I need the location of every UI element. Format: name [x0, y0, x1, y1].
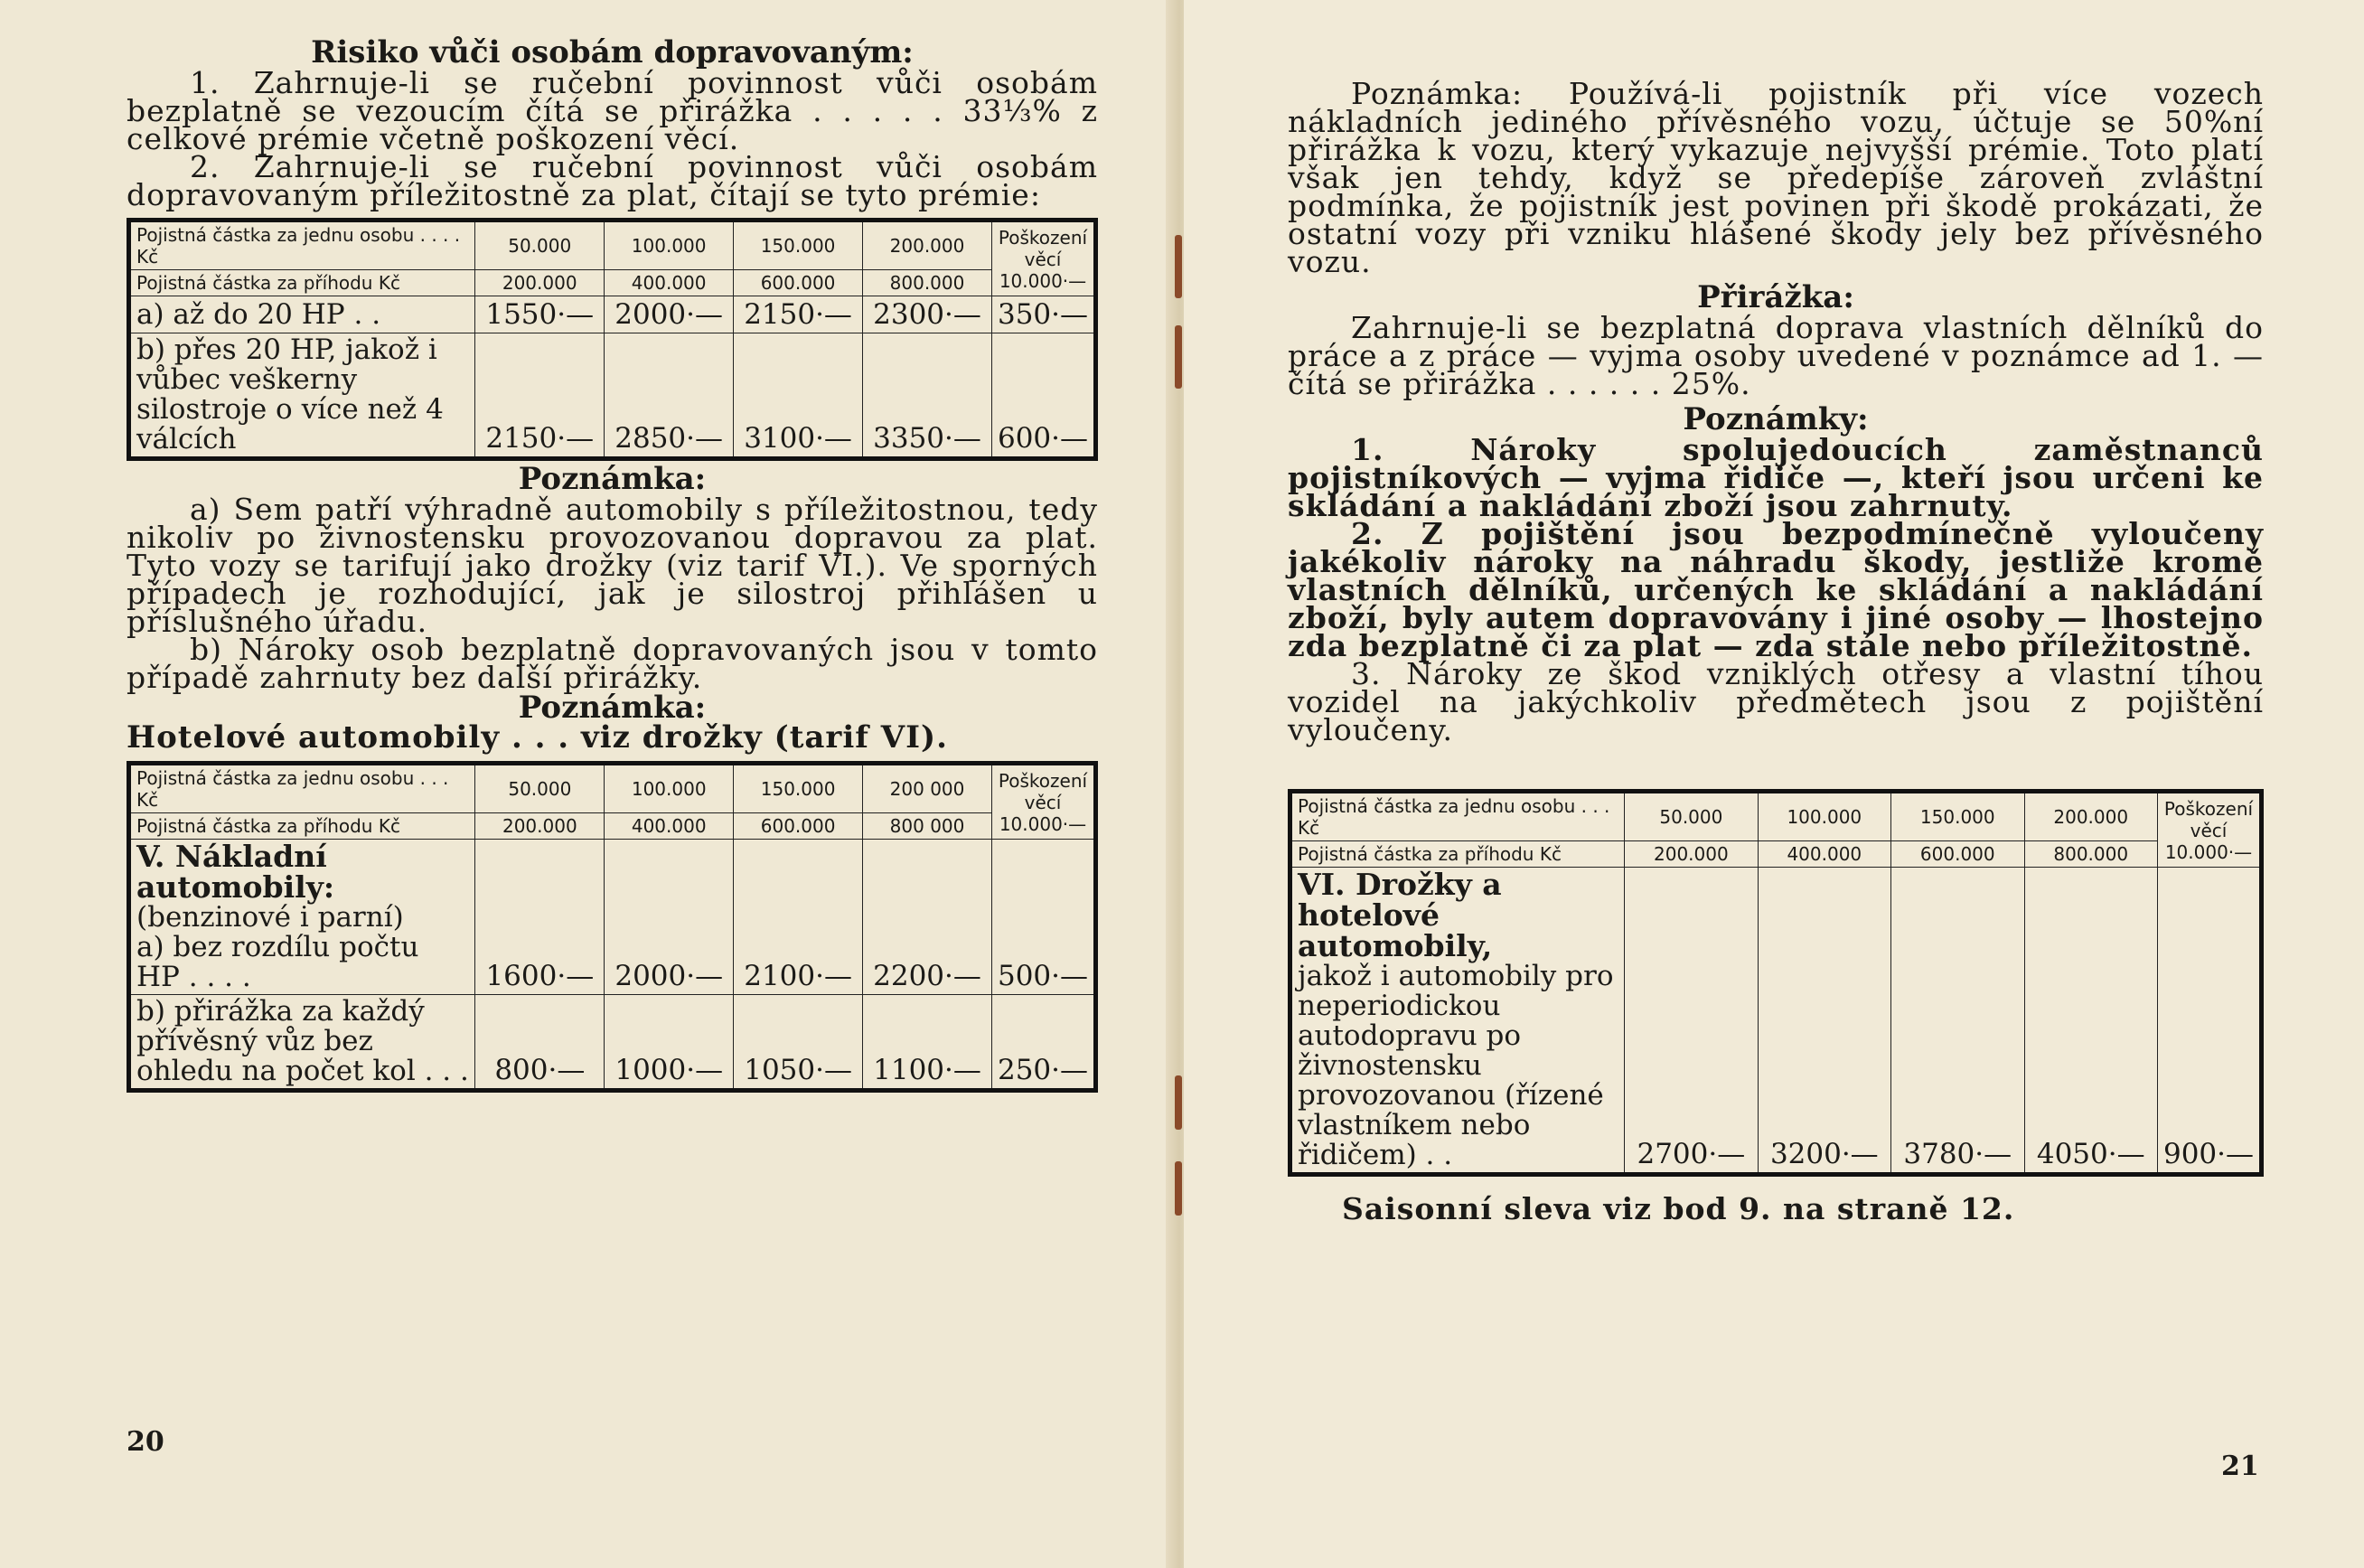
paragraph-2: 2. Zahrnuje-li se ručební povinnost vůči osobám dopravovaným příležitostně za plat, čítají se tyto prémie:: [127, 149, 1098, 212]
page-number-left: 20: [127, 1426, 164, 1458]
premium-value: 3200·—: [1758, 868, 1890, 1175]
header-person-amount: 50.000: [475, 764, 605, 813]
risk-heading: Risiko vůči osobám dopravovaným:: [311, 34, 914, 70]
header-damage: [991, 221, 1095, 296]
note-b: b) Nároky osob bezplatně dopravovaných jsou v tomto případě zahrnuty bez další přirážky.: [127, 632, 1098, 695]
table-row: [129, 296, 1096, 333]
premium-value: 2150·—: [734, 296, 863, 333]
premium-value: 3780·—: [1891, 868, 2024, 1175]
note-heading: Poznámka:: [518, 461, 707, 497]
header-accident-amount: 600.000: [1891, 841, 2024, 868]
header-person-amount: 200.000: [2024, 792, 2157, 841]
binding-stitch: [1175, 1075, 1182, 1130]
damage-amount: 10.000·—: [2164, 840, 2253, 863]
premium-value: 4050·—: [2024, 868, 2157, 1175]
note-2-heading: Poznámka:: [518, 690, 707, 726]
header-accident-amount: 400.000: [605, 813, 734, 840]
paragraph-1: 1. Zahrnuje-li se ručební povinnost vůči osobám bezplatně se vezoucím čítá se přirážka . . . . . 33⅓% z celkové prémie včetně poškození věcí.: [127, 65, 1098, 156]
premium-value: 2700·—: [1625, 868, 1758, 1175]
row-label: [129, 840, 475, 995]
row-title: V. Nákladní automobily:: [136, 839, 335, 905]
premium-value: 1100·—: [863, 995, 992, 1091]
damage-label: Poškození věcí: [998, 769, 1088, 813]
notes-heading: Poznámky:: [1683, 401, 1869, 437]
footer-note: Saisonní sleva viz bod 9. na straně 12.: [1342, 1191, 2015, 1226]
binding-stitch: [1175, 1161, 1182, 1216]
damage-label: Poškození věcí: [998, 226, 1088, 270]
premium-table-2: [127, 761, 1098, 1093]
header-accident-amount: 200.000: [475, 813, 605, 840]
header-accident-amount: 600.000: [734, 270, 863, 296]
header-person-amount: 100.000: [605, 221, 734, 270]
header-person-amount: 150.000: [734, 221, 863, 270]
row-label: b) přirážka za každý přívěsný vůz bez ohledu na počet kol . . .: [129, 995, 475, 1091]
header-accident-amount: 800 000: [863, 813, 992, 840]
premium-value: 2000·—: [605, 296, 734, 333]
premium-value: 900·—: [2157, 868, 2261, 1175]
page-number-right: 21: [2221, 1451, 2259, 1482]
premium-table-1: [127, 218, 1098, 461]
right-page: [1184, 0, 2364, 1568]
header-person: Pojistná částka za jednu osobu . . . Kč: [129, 764, 475, 813]
note-top: Poznámka: Používá-li pojistník při více vozech nákladních jediného přívěsného vozu, účtuje se 50%ní přirážka k vozu, který vykazuje nejvyšší prémie. Toto platí však jen tehdy, když se předepíše zároveň zvláštní podmínka, že pojistník jest povinen při škodě prokázati, že ostatní vozy při vzniku hlášené škody jely bez přívěsného vozu.: [1288, 76, 2264, 279]
header-person: Pojistná částka za jednu osobu . . . . Kč: [129, 221, 475, 270]
note-a: a) Sem patří výhradně automobily s příležitostnou, tedy nikoliv po živnostensku provozovanou dopravou za plat. Tyto vozy se tarifují jako drožky (viz tarif VI.). Ve sporných případech je rozhodující, jak je silostroj přihlášen u příslušného úřadu.: [127, 492, 1098, 639]
premium-value: 600·—: [991, 333, 1095, 459]
left-page: [0, 0, 1175, 1568]
surcharge-heading: Přirážka:: [1697, 279, 1854, 315]
note-1: 1. Nároky spolujedoucích zaměstnanců pojistníkových — vyjma řidiče —, kteří jsou určeni ke skládání a nakládání zboží jsou zahrnuty.: [1288, 432, 2264, 523]
row-text: jakož i automobily pro neperiodickou autodopravu po živnostensku provozovanou (řízené vlastníkem nebo řidičem) . .: [1298, 960, 1614, 1171]
header-person-amount: 200 000: [863, 764, 992, 813]
note-3: 3. Nároky ze škod vzniklých otřesy a vlastní tíhou vozidel na jakýchkoliv předmětech jsou z pojištění vyloučeny.: [1288, 656, 2264, 747]
header-person-amount: 50.000: [475, 221, 605, 270]
table-row: [129, 995, 1096, 1091]
table-row: [129, 333, 1096, 459]
row-title: VI. Drožky a hotelové automobily,: [1298, 867, 1502, 963]
premium-value: 3350·—: [863, 333, 992, 459]
header-accident: Pojistná částka za příhodu Kč: [1290, 841, 1625, 868]
premium-value: 1600·—: [475, 840, 605, 995]
right-column: [1288, 76, 2264, 1226]
header-damage: [991, 764, 1095, 840]
premium-value: 1550·—: [475, 296, 605, 333]
premium-value: 350·—: [991, 296, 1095, 333]
header-person-amount: 100.000: [605, 764, 734, 813]
surcharge-text: Zahrnuje-li se bezplatná doprava vlastních dělníků do práce a z práce — vyjma osoby uvedené v poznámce ad 1. — čítá se přirážka . . . . . . 25%.: [1288, 310, 2264, 401]
note-2: 2. Z pojištění jsou bezpodmínečně vyloučeny jakékoliv nároky na náhradu škody, jestliže kromě vlastních dělníků, určených ke skládání a nakládání zboží, byly autem dopravovány i jiné osoby — lhostejno zda bezplatně či za plat — zda stále nebo příležitostně.: [1288, 516, 2264, 663]
row-subtitle: (benzinové i parní): [136, 901, 404, 934]
header-accident-amount: 200.000: [1625, 841, 1758, 868]
premium-value: 1000·—: [605, 995, 734, 1091]
header-accident: Pojistná částka za příhodu Kč: [129, 270, 475, 296]
damage-label: Poškození věcí: [2163, 797, 2254, 841]
header-person-amount: 100.000: [1758, 792, 1890, 841]
header-person-amount: 150.000: [1891, 792, 2024, 841]
table-row: [1290, 868, 2262, 1175]
header-person-amount: 50.000: [1625, 792, 1758, 841]
premium-value: 2850·—: [605, 333, 734, 459]
binding-stitch: [1175, 235, 1182, 298]
header-person-amount: 200.000: [863, 221, 992, 270]
row-label: a) až do 20 HP . .: [129, 296, 475, 333]
header-accident-amount: 800.000: [863, 270, 992, 296]
header-accident-amount: 600.000: [734, 813, 863, 840]
premium-value: 2100·—: [734, 840, 863, 995]
premium-value: 1050·—: [734, 995, 863, 1091]
premium-value: 250·—: [991, 995, 1095, 1091]
header-accident-amount: 800.000: [2024, 841, 2157, 868]
premium-value: 2150·—: [475, 333, 605, 459]
premium-value: 3100·—: [734, 333, 863, 459]
row-a-label: a) bez rozdílu počtu HP . . . .: [136, 931, 419, 993]
hotel-line: Hotelové automobily . . . viz drožky (tarif VI).: [127, 719, 948, 756]
premium-value: 2000·—: [605, 840, 734, 995]
header-person: Pojistná částka za jednu osobu . . . Kč: [1290, 792, 1625, 841]
header-person-amount: 150.000: [734, 764, 863, 813]
damage-amount: 10.000·—: [999, 269, 1087, 292]
binding-stitch: [1175, 325, 1182, 389]
header-accident-amount: 200.000: [475, 270, 605, 296]
header-accident-amount: 400.000: [1758, 841, 1890, 868]
premium-value: 2300·—: [863, 296, 992, 333]
premium-value: 2200·—: [863, 840, 992, 995]
premium-value: 500·—: [991, 840, 1095, 995]
premium-table-3: [1288, 789, 2264, 1177]
row-label: b) přes 20 HP, jakož i vůbec veškerny silostroje o více než 4 válcích: [129, 333, 475, 459]
row-label: [1290, 868, 1625, 1175]
left-column: [127, 36, 1098, 1093]
premium-value: 800·—: [475, 995, 605, 1091]
header-accident-amount: 400.000: [605, 270, 734, 296]
header-accident: Pojistná částka za příhodu Kč: [129, 813, 475, 840]
table-row: [129, 840, 1096, 995]
damage-amount: 10.000·—: [999, 812, 1087, 835]
header-damage: [2157, 792, 2261, 868]
